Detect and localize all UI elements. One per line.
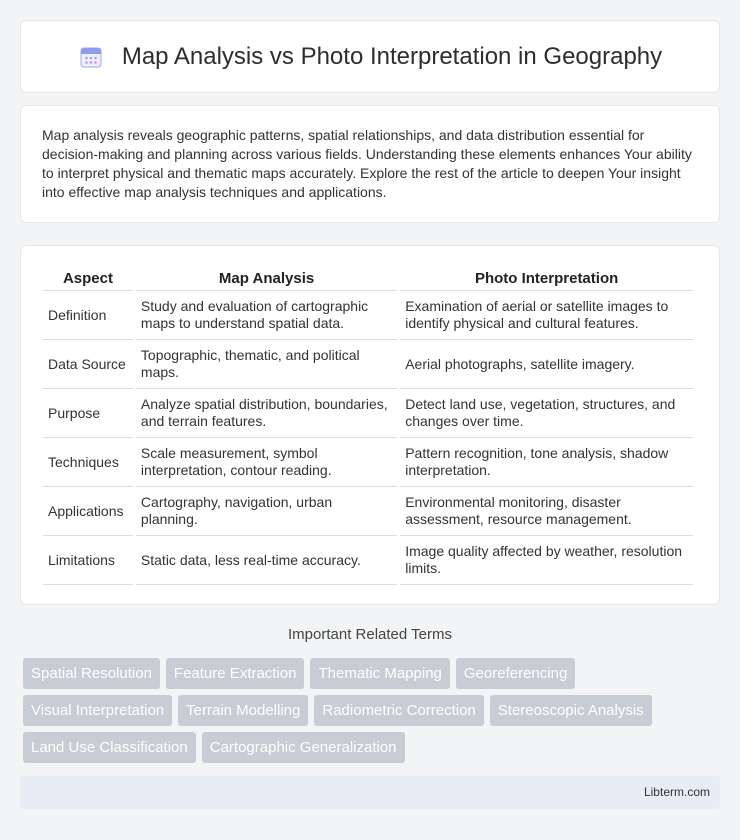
tag-row [23, 658, 723, 689]
table-row [43, 536, 693, 585]
calendar-icon [78, 44, 104, 70]
row-photo-interpretation: Aerial photographs, satellite imagery. [400, 340, 693, 389]
row-aspect: Definition [43, 291, 133, 340]
row-aspect: Techniques [43, 438, 133, 487]
footer-site-link[interactable]: Libterm.com [643, 785, 710, 799]
row-aspect: Limitations [43, 536, 133, 585]
header-card [20, 20, 720, 93]
related-term-tag[interactable]: Feature Extraction [166, 658, 305, 689]
tag-row [23, 695, 723, 726]
table-header-row [43, 266, 693, 291]
row-map-analysis: Analyze spatial distribution, boundaries, and terrain features. [136, 389, 397, 438]
column-header-map-analysis: Map Analysis [136, 266, 397, 291]
intro-paragraph: Map analysis reveals geographic patterns, spatial relationships, and data distribution essential for decision-making and planning across various fields. Understanding these elements enhances Your ability to interpret physical and thematic maps accurately. Explore the rest of the article to deepen Your insight into effective map analysis techniques and applications. [42, 127, 692, 200]
row-aspect: Purpose [43, 389, 133, 438]
related-terms-list [23, 658, 723, 769]
comparison-card [20, 245, 720, 605]
related-term-tag[interactable]: Georeferencing [456, 658, 575, 689]
related-term-tag[interactable]: Stereoscopic Analysis [490, 695, 652, 726]
row-photo-interpretation: Pattern recognition, tone analysis, shadow interpretation. [400, 438, 693, 487]
related-term-tag[interactable]: Thematic Mapping [310, 658, 449, 689]
row-map-analysis: Cartography, navigation, urban planning. [136, 487, 397, 536]
table-row [43, 487, 693, 536]
row-map-analysis: Study and evaluation of cartographic maps to understand spatial data. [136, 291, 397, 340]
table-row [43, 340, 693, 389]
row-map-analysis: Topographic, thematic, and political maps. [136, 340, 397, 389]
column-header-aspect: Aspect [43, 266, 133, 291]
row-map-analysis: Scale measurement, symbol interpretation, contour reading. [136, 438, 397, 487]
page-title: Map Analysis vs Photo Interpretation in Geography [121, 42, 663, 70]
tag-row [23, 732, 723, 763]
row-photo-interpretation: Image quality affected by weather, resolution limits. [400, 536, 693, 585]
footer [20, 776, 720, 809]
related-term-tag[interactable]: Visual Interpretation [23, 695, 172, 726]
row-aspect: Data Source [43, 340, 133, 389]
row-photo-interpretation: Environmental monitoring, disaster assessment, resource management. [400, 487, 693, 536]
related-term-tag[interactable]: Spatial Resolution [23, 658, 160, 689]
intro-card [20, 105, 720, 223]
column-header-photo-interpretation: Photo Interpretation [400, 266, 693, 291]
related-term-tag[interactable]: Land Use Classification [23, 732, 196, 763]
comparison-table [40, 266, 696, 585]
row-photo-interpretation: Detect land use, vegetation, structures, and changes over time. [400, 389, 693, 438]
title-wrap [78, 43, 662, 71]
row-photo-interpretation: Examination of aerial or satellite images to identify physical and cultural features. [400, 291, 693, 340]
related-term-tag[interactable]: Terrain Modelling [178, 695, 308, 726]
related-term-tag[interactable]: Radiometric Correction [314, 695, 483, 726]
table-row [43, 438, 693, 487]
row-aspect: Applications [43, 487, 133, 536]
related-term-tag[interactable]: Cartographic Generalization [202, 732, 405, 763]
related-terms-title: Important Related Terms [288, 626, 452, 643]
table-row [43, 389, 693, 438]
table-row [43, 291, 693, 340]
row-map-analysis: Static data, less real-time accuracy. [136, 536, 397, 585]
